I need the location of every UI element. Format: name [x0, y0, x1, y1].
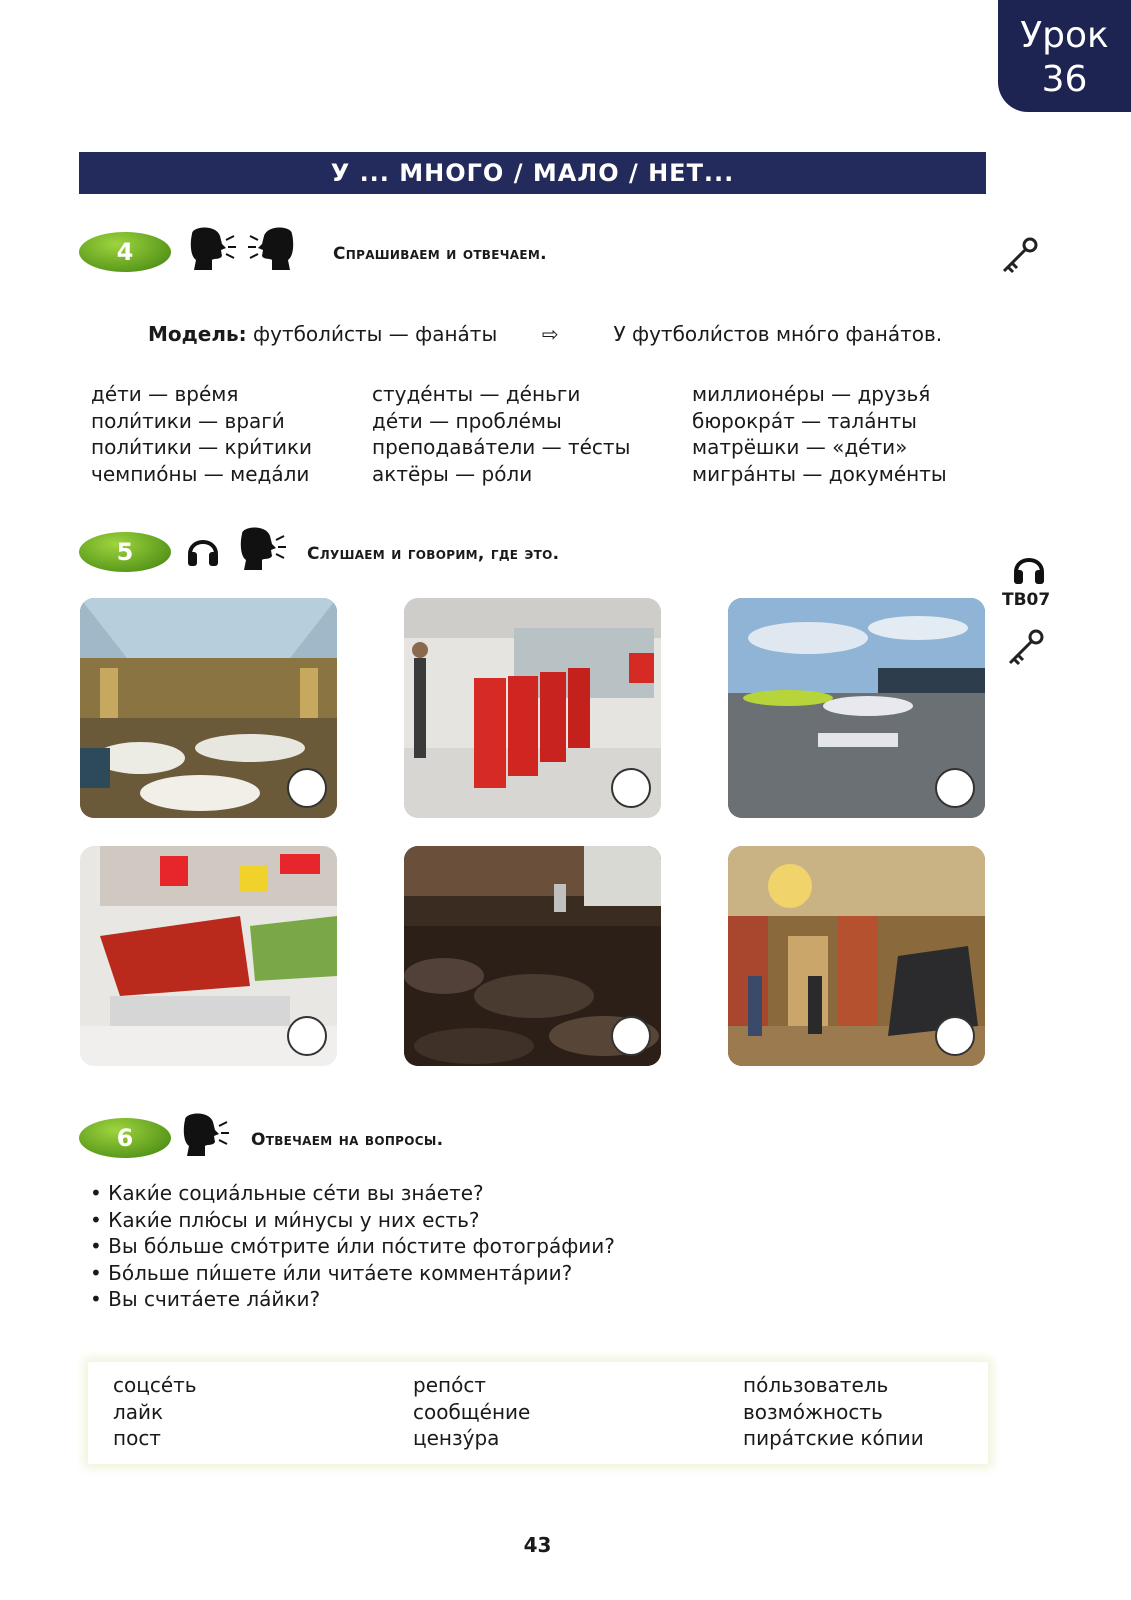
list-item: мигра́нты — докуме́нты: [692, 461, 947, 486]
vocab-column-2: [413, 1372, 530, 1452]
list-item: пира́тские ко́пии: [743, 1426, 924, 1450]
pairs-column-3: [692, 381, 947, 487]
list-item: • Вы счита́ете ла́йки?: [90, 1286, 615, 1313]
answer-circle[interactable]: [935, 1016, 975, 1056]
model-arrow: ⇨: [541, 322, 559, 346]
list-item: репо́ст: [413, 1373, 486, 1397]
pairs-column-2: [372, 381, 630, 487]
exercise-4-task: Спрашиваем и отвечаем.: [333, 244, 547, 264]
answer-circle[interactable]: [935, 768, 975, 808]
list-item: сообще́ние: [413, 1399, 531, 1424]
list-item: миллионе́ры — друзья́: [692, 382, 931, 406]
key-icon: [1000, 236, 1040, 276]
speaking-heads-icon: [186, 226, 298, 272]
answer-circle[interactable]: [611, 768, 651, 808]
list-item: преподава́тели — те́сты: [372, 435, 631, 459]
list-item: возмо́жность: [743, 1399, 883, 1424]
list-item: • Бо́льше пи́шете и́ли чита́ете коммента́рии?: [90, 1260, 615, 1287]
model-example: [148, 322, 942, 346]
speaking-head-icon: [236, 526, 288, 572]
vocab-column-1: [113, 1372, 197, 1452]
key-icon: [1006, 628, 1046, 668]
list-item: • Вы бо́льше смо́трите и́ли по́стите фотогра́фии?: [90, 1233, 615, 1260]
list-item: чемпио́ны — меда́ли: [91, 461, 310, 486]
list-item: пост: [113, 1426, 161, 1450]
exercise-5-task: Слушаем и говорим, где это.: [307, 544, 560, 564]
page-number: 43: [523, 1533, 552, 1557]
photo-airport: [728, 598, 985, 818]
model-label: Модель:: [148, 322, 247, 346]
list-item: поли́тики — кри́тики: [91, 435, 313, 459]
list-item: • Каки́е социа́льные се́ти вы зна́ете?: [90, 1180, 615, 1207]
model-answer: У футболи́стов мно́го фана́тов.: [613, 322, 943, 346]
vocabulary-box: [88, 1362, 988, 1464]
list-item: цензу́ра: [413, 1426, 500, 1450]
answer-circle[interactable]: [287, 768, 327, 808]
answer-circle[interactable]: [611, 1016, 651, 1056]
photo-museum: [728, 846, 985, 1066]
exercise-6-task: Отвечаем на вопросы.: [251, 1130, 444, 1150]
audio-headphones-icon: [1012, 550, 1046, 586]
exercise-4-badge: 4: [79, 232, 171, 272]
photo-restaurant: [80, 598, 337, 818]
list-item: соцсе́ть: [113, 1373, 197, 1397]
speaking-head-icon: [179, 1112, 231, 1158]
list-item: по́льзователь: [743, 1373, 889, 1397]
photo-supermarket: [80, 846, 337, 1066]
list-item: де́ти — пробле́мы: [372, 408, 562, 433]
list-item: лайк: [113, 1399, 164, 1424]
audio-track-label: TB07: [1002, 590, 1051, 610]
model-prompt: футболи́сты — фана́ты: [253, 322, 498, 346]
vocab-column-3: [743, 1372, 924, 1452]
photo-lecture-hall: [404, 846, 661, 1066]
list-item: матрёшки — «де́ти»: [692, 435, 908, 459]
headphones-icon: [186, 532, 220, 568]
list-item: поли́тики — враги́: [91, 408, 285, 433]
list-item: актёры — ро́ли: [372, 461, 533, 486]
photo-bank: [404, 598, 661, 818]
list-item: студе́нты — де́ньги: [372, 382, 581, 406]
list-item: бюрокра́т — тала́нты: [692, 408, 917, 433]
exercise-5-badge: 5: [79, 532, 171, 572]
list-item: • Каки́е плю́сы и ми́нусы у них есть?: [90, 1207, 615, 1234]
answer-circle[interactable]: [287, 1016, 327, 1056]
questions-list: [90, 1180, 615, 1313]
lesson-number: 36: [1041, 59, 1088, 100]
list-item: де́ти — вре́мя: [91, 382, 239, 406]
lesson-tab: [998, 0, 1131, 112]
pairs-column-1: [91, 381, 312, 487]
lesson-label: Урок: [1020, 15, 1109, 56]
section-banner: У ... МНОГО / МАЛО / НЕТ...: [79, 152, 986, 194]
exercise-6-badge: 6: [79, 1118, 171, 1158]
